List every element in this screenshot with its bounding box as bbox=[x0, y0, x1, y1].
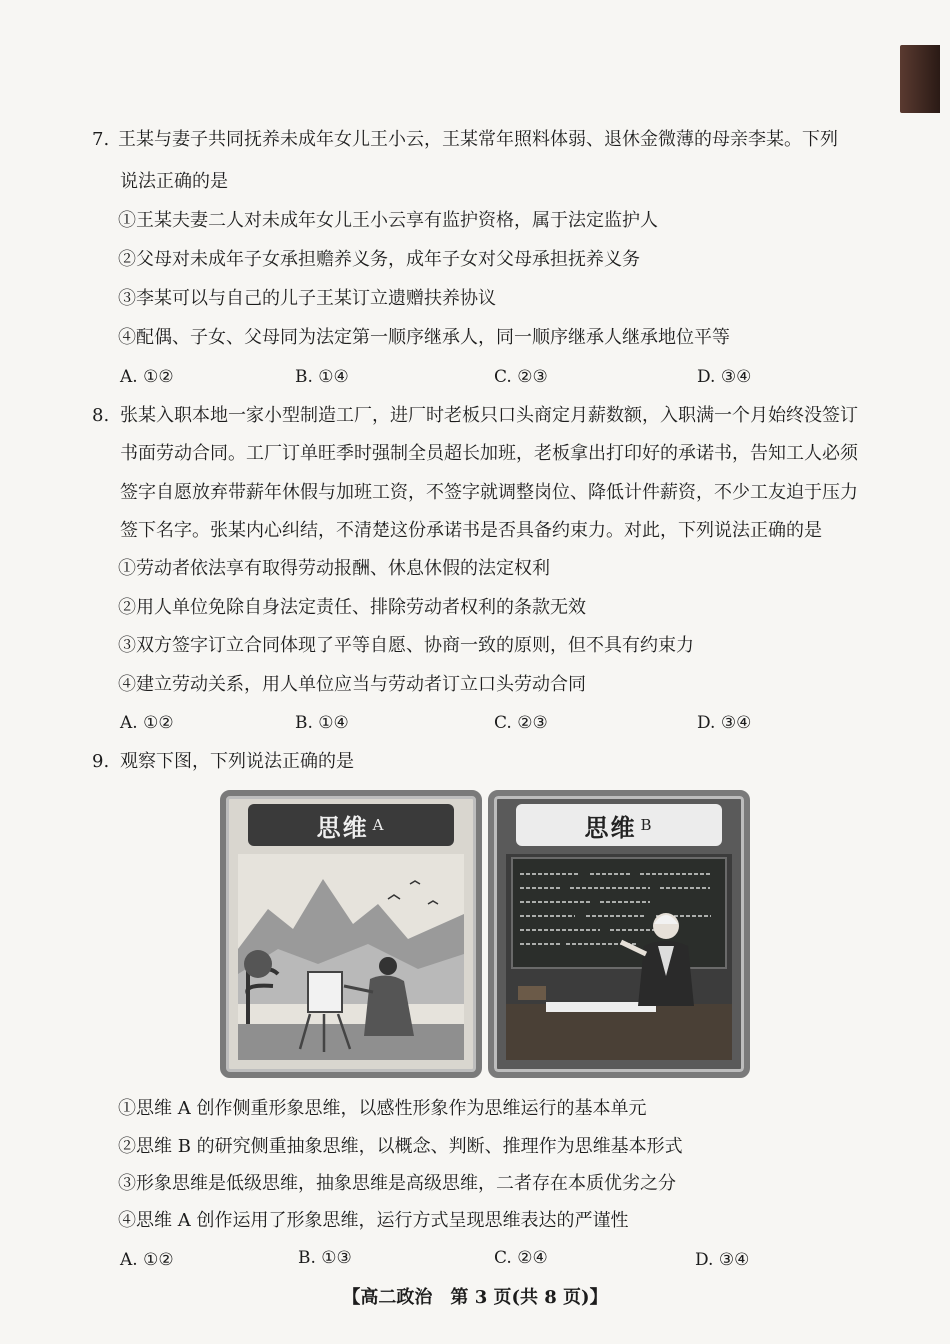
q7-statement-4: ④配偶、子女、父母同为法定第一顺序继承人，同一顺序继承人继承地位平等 bbox=[118, 327, 730, 348]
q7-statement-2: ②父母对未成年子女承担赡养义务，成年子女对父母承担抚养义务 bbox=[118, 249, 640, 270]
q7-statement-3: ③李某可以与自己的儿子王某订立遗赠扶养协议 bbox=[118, 288, 496, 309]
q7-stem-line2: 说法正确的是 bbox=[120, 171, 228, 192]
q9-stem: 观察下图，下列说法正确的是 bbox=[120, 751, 354, 772]
q9-statement-4: ④思维 A 创作运用了形象思维，运行方式呈现思维表达的严谨性 bbox=[118, 1210, 629, 1231]
q8-statement-2: ②用人单位免除自身法定责任、排除劳动者权利的条款无效 bbox=[118, 597, 586, 618]
q7-statement-1: ①王某夫妻二人对未成年女儿王小云享有监护资格，属于法定监护人 bbox=[118, 210, 658, 231]
q8-statement-1: ①劳动者依法享有取得劳动报酬、休息休假的法定权利 bbox=[118, 558, 550, 579]
q9-statement-1: ①思维 A 创作侧重形象思维，以感性形象作为思维运行的基本单元 bbox=[118, 1098, 647, 1119]
q8-option-d[interactable]: D. ③④ bbox=[697, 713, 752, 733]
thinking-b-illustration bbox=[488, 790, 750, 1078]
q9-statement-2: ②思维 B 的研究侧重抽象思维，以概念、判断、推理作为思维基本形式 bbox=[118, 1136, 683, 1157]
q7-stem-line1: 王某与妻子共同抚养未成年女儿王小云，王某常年照料体弱、退休金微薄的母亲李某。下列 bbox=[118, 129, 838, 150]
page-footer: 【高二政治 第 3 页(共 8 页)】 bbox=[342, 1287, 608, 1308]
professor-scene-icon bbox=[506, 854, 732, 1060]
q8-statement-3: ③双方签字订立合同体现了平等自愿、协商一致的原则，但不具有约束力 bbox=[118, 635, 694, 656]
q9-statement-3: ③形象思维是低级思维，抽象思维是高级思维，二者存在本质优劣之分 bbox=[118, 1173, 676, 1194]
q8-stem-line3: 签字自愿放弃带薪年休假与加班工资，不签字就调整岗位、降低计件薪资，不少工友迫于压力 bbox=[120, 482, 858, 503]
panel-a-banner bbox=[248, 804, 454, 846]
q8-stem-line4: 签下名字。张某内心纠结，不清楚这份承诺书是否具备约束力。对此，下列说法正确的是 bbox=[120, 520, 822, 541]
q7-number: 7. bbox=[92, 129, 110, 150]
q7-option-a[interactable]: A. ①② bbox=[120, 367, 174, 387]
panel-b-title: 思维 bbox=[584, 812, 637, 842]
panel-a-title: 思维 bbox=[316, 812, 369, 842]
q9-option-b[interactable]: B. ①③ bbox=[298, 1248, 352, 1268]
thinking-a-illustration bbox=[220, 790, 482, 1078]
page-edge-tab bbox=[900, 45, 940, 113]
panel-a-suffix: A bbox=[372, 816, 386, 834]
q9-option-c[interactable]: C. ②④ bbox=[494, 1248, 548, 1268]
q7-option-d[interactable]: D. ③④ bbox=[697, 367, 752, 387]
q7-option-c[interactable]: C. ②③ bbox=[494, 367, 548, 387]
q8-option-b[interactable]: B. ①④ bbox=[295, 713, 349, 733]
q8-number: 8. bbox=[92, 405, 110, 426]
q9-option-d[interactable]: D. ③④ bbox=[695, 1250, 750, 1270]
panel-b-banner bbox=[516, 804, 722, 846]
q8-stem-line2: 书面劳动合同。工厂订单旺季时强制全员超长加班，老板拿出打印好的承诺书，告知工人必须 bbox=[120, 443, 858, 464]
q8-option-a[interactable]: A. ①② bbox=[120, 713, 174, 733]
q8-option-c[interactable]: C. ②③ bbox=[494, 713, 548, 733]
q9-option-a[interactable]: A. ①② bbox=[120, 1250, 174, 1270]
painter-scene-icon bbox=[238, 854, 464, 1060]
q8-stem-line1: 张某入职本地一家小型制造工厂，进厂时老板只口头商定月薪数额，入职满一个月始终没签订 bbox=[120, 405, 858, 426]
q8-statement-4: ④建立劳动关系，用人单位应当与劳动者订立口头劳动合同 bbox=[118, 674, 586, 695]
panel-b-suffix: B bbox=[640, 816, 654, 834]
q7-option-b[interactable]: B. ①④ bbox=[295, 367, 349, 387]
q9-number: 9. bbox=[92, 751, 110, 772]
